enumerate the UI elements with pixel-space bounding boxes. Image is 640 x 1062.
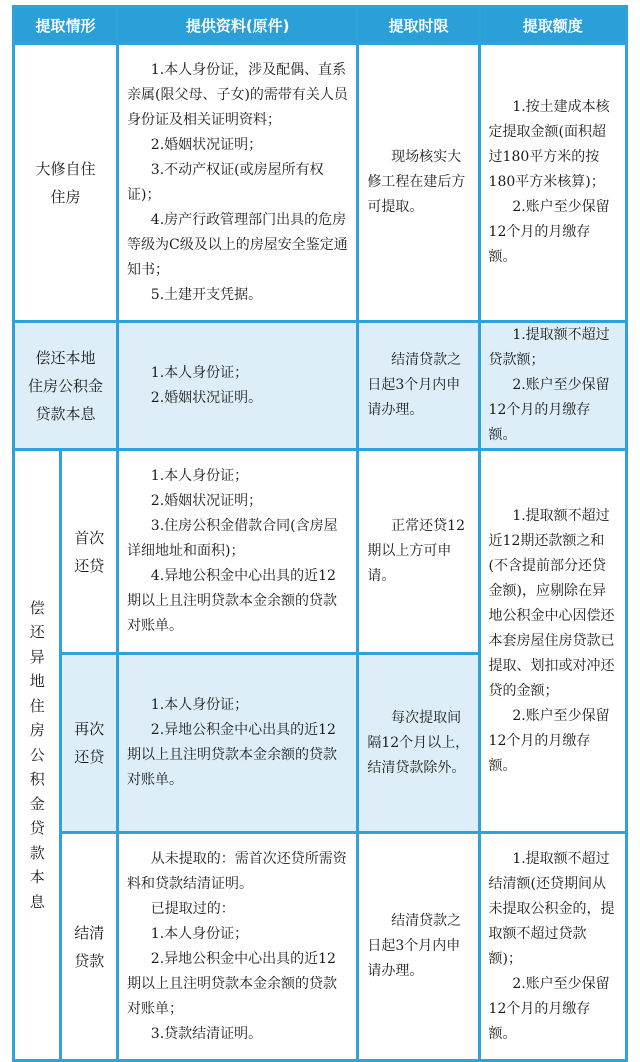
header-time-limit: 提取时限: [359, 8, 477, 42]
material-item: 2.婚姻状况证明；: [150, 136, 263, 153]
materials-repair: [119, 45, 356, 320]
time-limit-text: 正常还贷12期以上方可申请。: [367, 518, 465, 584]
material-item: 2.异地公积金中心出具的近12期以上且注明贷款本金余额的贷款对账单。: [126, 722, 337, 788]
header-situation: 提取情形: [15, 8, 116, 42]
category-line: 偿还本地: [35, 348, 96, 367]
header-materials: 提供资料(原件): [119, 8, 356, 42]
materials-again: [119, 655, 356, 831]
category-line: 贷款本息: [35, 404, 96, 423]
category-line: 大修自住: [35, 159, 96, 178]
sub-category-line: 再次: [74, 720, 105, 738]
header-amount: 提取额度: [481, 8, 625, 42]
category-line: 住房: [50, 187, 81, 206]
material-item: 2.异地公积金中心出具的近12期以上且注明贷款本金余额的贷款对账单；: [126, 950, 337, 1017]
amount-item: 1.提取额不超过结清额(还贷期间从未提取公积金的，提取额不超过贷款额)；: [488, 850, 615, 967]
amount-item: 2.账户至少保留12个月的月缴存额。: [488, 377, 610, 443]
time-limit-text: 每次提取间隔12个月以上，结清贷款除外。: [367, 709, 470, 776]
withdrawal-table: [12, 5, 628, 1062]
amount-local-loan: [481, 323, 625, 448]
amount-first-again: [481, 451, 625, 831]
amount-repair: [481, 45, 625, 320]
material-item: 从未提取的：需首次还贷所需资料和贷款结清证明。: [126, 850, 347, 892]
table-row: [15, 45, 625, 320]
sub-category-line: 还贷: [74, 556, 105, 575]
amount-item: 1.提取额不超过贷款额；: [488, 327, 610, 368]
time-limit-text: 结清贷款之日起3个月内申请办理。: [367, 352, 462, 418]
material-item: 3.住房公积金借款合同(含房屋详细地址和面积)；: [126, 518, 338, 559]
material-item: 1.本人身份证；: [150, 468, 249, 484]
material-item: 1.本人身份证，涉及配偶、直系亲属(限父母、子女)的需带有关人员身份证及相关证明资料；: [126, 61, 348, 128]
table-wrapper: [12, 5, 628, 1062]
material-item: 5.土建开支凭据。: [150, 286, 263, 303]
sub-category-line: 还贷: [74, 748, 105, 766]
category-local-loan: [15, 323, 116, 448]
amount-item: 1.按土建成本核定提取金额(面积超过180平方米的按180平方米核算)；: [488, 99, 610, 190]
time-limit-repair: [359, 45, 477, 320]
sub-category-again: [62, 655, 116, 831]
header-row: [15, 8, 625, 42]
material-item: 4.异地公积金中心出具的近12期以上且注明贷款本金余额的贷款对账单。: [126, 568, 337, 634]
sub-category-line: 首次: [74, 528, 105, 547]
time-limit-text: 结清贷款之日起3个月内申请办理。: [367, 913, 462, 979]
material-item: 1.本人身份证；: [150, 697, 249, 713]
category-remote-loan: [15, 451, 59, 1059]
time-limit-local-loan: [359, 323, 477, 448]
table-row: [15, 323, 625, 448]
materials-settle: [119, 834, 356, 1059]
material-item: 2.婚姻状况证明；: [150, 493, 263, 509]
amount-settle: [481, 834, 625, 1059]
materials-first: [119, 451, 356, 652]
material-item: 已提取过的：: [150, 900, 235, 917]
material-item: 3.贷款结清证明。: [150, 1025, 263, 1042]
time-limit-settle: [359, 834, 477, 1059]
amount-item: 2.账户至少保留12个月的月缴存额。: [488, 199, 610, 265]
category-repair: [15, 45, 116, 320]
category-remote-loan-text: 偿 还 异 地 住 房 公 积 金 贷 款 本 息: [29, 598, 45, 911]
material-item: 4.房产行政管理部门出具的危房等级为C级及以上的房屋安全鉴定通知书；: [126, 211, 348, 278]
amount-item: 2.账户至少保留12个月的月缴存额。: [488, 707, 610, 774]
sub-category-line: 结清: [74, 923, 105, 942]
material-item: 3.不动产权证(或房屋所有权证)；: [126, 161, 324, 203]
time-limit-first: [359, 451, 477, 652]
sub-category-first: [62, 451, 116, 652]
table-row: [15, 451, 625, 652]
material-item: 1.本人身份证；: [150, 925, 249, 942]
category-line: 住房公积金: [27, 376, 103, 395]
materials-local-loan: [119, 323, 356, 448]
material-item: 1.本人身份证；: [150, 364, 249, 381]
time-limit-text: 现场核实大修工程在建后方可提取。: [367, 149, 466, 215]
amount-item: 2.账户至少保留12个月的月缴存额。: [488, 975, 610, 1042]
amount-item: 1.提取额不超过近12期还款额之和(不含提前部分还贷金额)，应剔除在异地公积金中心因偿还本套房屋住房贷款已提取、划扣或对冲还贷的金额；: [488, 507, 615, 699]
sub-category-settle: [62, 834, 116, 1059]
material-item: 2.婚姻状况证明。: [150, 389, 263, 406]
table-row: [15, 834, 625, 1059]
sub-category-line: 贷款: [74, 951, 105, 970]
time-limit-again: [359, 655, 477, 831]
